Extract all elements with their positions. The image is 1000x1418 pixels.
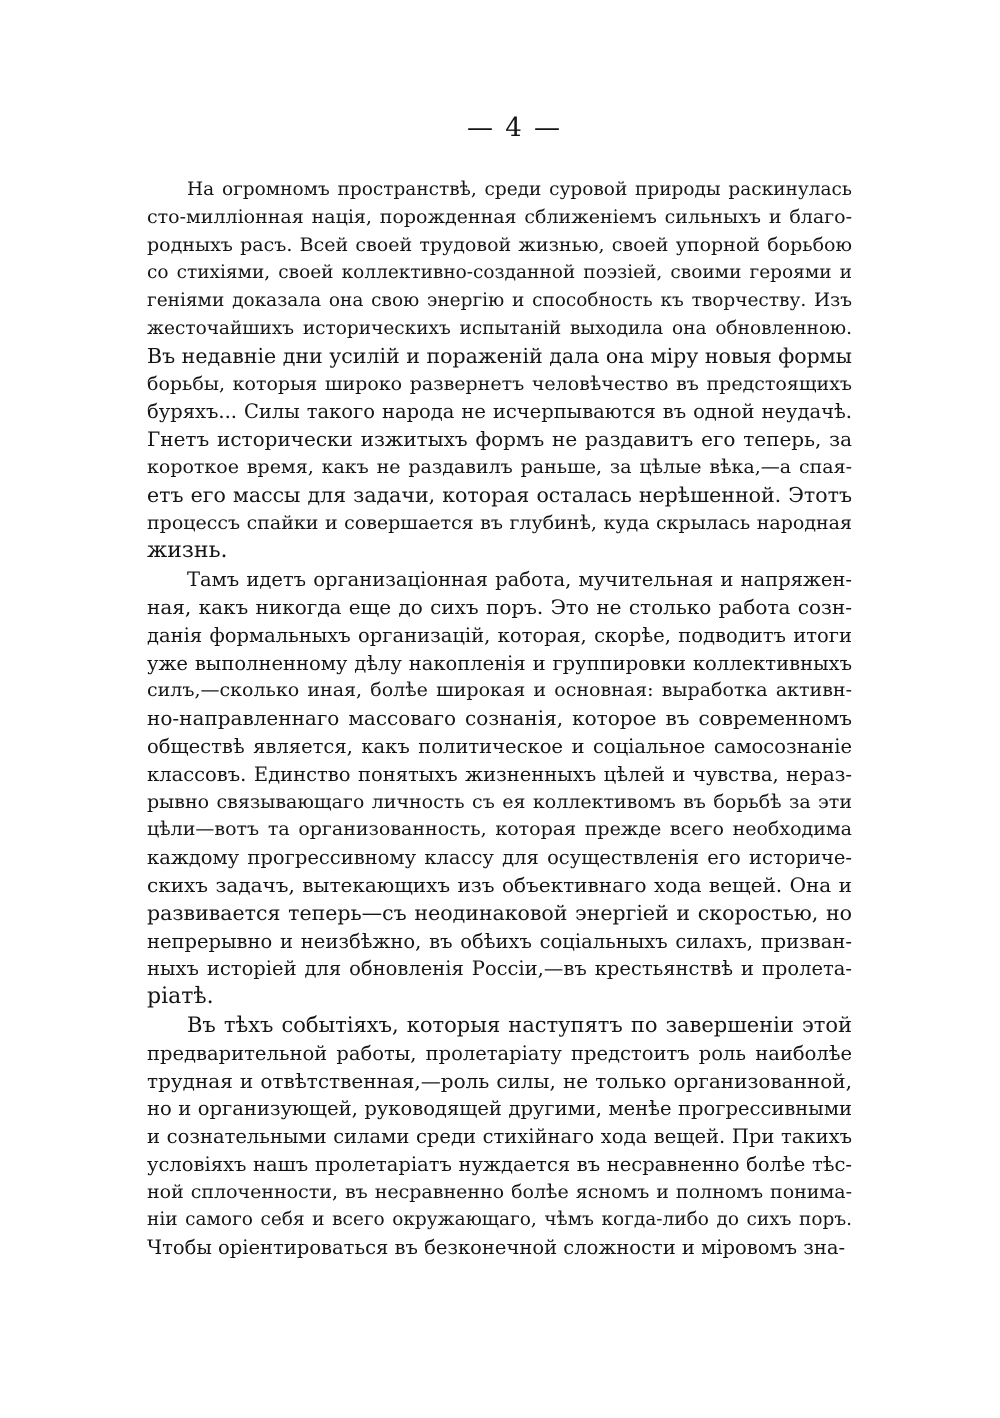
text-line: трудная и отвѣтственная,—роль силы, не только организованной, xyxy=(147,1068,852,1093)
text-line: Тамъ идетъ организаціонная работа, мучительная и напряжен- xyxy=(187,568,852,592)
text-line: со стихіями, своей коллективно-созданной поэзіей, своими героями и xyxy=(147,262,852,284)
text-line: но-направленнаго массоваго сознанія, которое въ современномъ xyxy=(147,706,852,731)
text-line: скихъ задачъ, вытекающихъ изъ объективнаго хода вещей. Она и xyxy=(147,872,852,897)
text-line: развивается теперь—съ неодинаковой энергіей и скоростью, но xyxy=(147,900,852,925)
body-text xyxy=(147,176,852,1262)
text-line: условіяхъ нашъ пролетаріатъ нуждается въ несравненно болѣе тѣс- xyxy=(147,1152,852,1176)
text-line: етъ его массы для задачи, которая осталась нерѣшенной. Этотъ xyxy=(147,482,852,507)
text-line: буряхъ... Силы такого народа не исчерпываются въ одной неудачѣ. xyxy=(147,400,852,424)
page-number: — 4 — xyxy=(466,113,563,143)
text-line: ная, какъ никогда еще до сихъ поръ. Это не столько работа созн- xyxy=(147,594,852,619)
text-line: каждому прогрессивному классу для осуществленія его историче- xyxy=(147,846,852,870)
text-line: геніями доказала она свою энергію и способность къ творчеству. Изъ xyxy=(147,290,852,312)
text-line: родныхъ расъ. Всей своей трудовой жизнью, своей упорной борьбою xyxy=(147,233,852,256)
text-line: ріатѣ. xyxy=(147,984,214,1010)
text-line: короткое время, какъ не раздавилъ раньше, за цѣлые вѣка,—а спая- xyxy=(147,455,852,478)
text-line: но и организующей, руководящей другими, менѣе прогрессивными xyxy=(147,1097,852,1121)
text-line: Чтобы оріентироваться въ безконечной сложности и міровомъ зна- xyxy=(147,1236,846,1260)
text-line: классовъ. Единство понятыхъ жизненныхъ цѣлей и чувства, нераз- xyxy=(147,762,852,786)
paragraph xyxy=(147,176,852,565)
text-line: На огромномъ пространствѣ, среди суровой природы раскинулась xyxy=(187,179,852,200)
text-line: сто-милліонная нація, порожденная сближеніемъ сильныхъ и благо- xyxy=(147,205,852,228)
text-line: жизнь. xyxy=(147,538,228,564)
paragraph xyxy=(147,1012,852,1262)
text-line: Въ тѣхъ событіяхъ, которыя наступятъ по завершеніи этой xyxy=(187,1012,852,1037)
text-line: данія формальныхъ организацій, которая, скорѣе, подводитъ итоги xyxy=(147,623,852,647)
text-line: непрерывно и неизбѣжно, въ обѣихъ соціальныхъ силахъ, призван- xyxy=(147,929,852,953)
document-page xyxy=(147,108,852,1263)
text-line: ныхъ исторіей для обновленія Россіи,—въ крестьянствѣ и пролета- xyxy=(147,957,852,981)
text-line: борьбы, которыя широко развернетъ человѣчество въ предстоящихъ xyxy=(147,372,852,395)
text-line: обществѣ является, какъ политическое и соціальное самосознаніе xyxy=(147,734,852,758)
text-line: жесточайшихъ историческихъ испытаній выходила она обновленною. xyxy=(147,317,852,339)
text-line: Въ недавніе дни усилій и пораженій дала она міру новыя формы xyxy=(147,343,852,368)
text-line: ніи самого себя и всего окружающаго, чѣмъ когда-либо до сихъ поръ. xyxy=(147,1209,852,1231)
text-line: Гнетъ исторически изжитыхъ формъ не раздавитъ его теперь, за xyxy=(147,427,852,452)
paragraph xyxy=(147,566,852,1011)
text-line: и сознательными силами среди стихійнаго хода вещей. При такихъ xyxy=(147,1125,852,1149)
text-line: силъ,—сколько иная, болѣе широкая и основная: выработка активн- xyxy=(147,679,852,702)
text-line: предварительной работы, пролетаріату предстоитъ роль наиболѣе xyxy=(147,1041,852,1065)
text-line: цѣли—вотъ та организованность, которая прежде всего необходима xyxy=(147,818,852,841)
text-line: ной сплоченности, въ несравненно болѣе ясномъ и полномъ понима- xyxy=(147,1180,852,1203)
text-line: рывно связывающаго личность съ ея коллективомъ въ борьбѣ за эти xyxy=(147,790,852,813)
text-line: уже выполненному дѣлу накопленія и группировки коллективныхъ xyxy=(147,651,852,675)
text-line: процессъ спайки и совершается въ глубинѣ, куда скрылась народная xyxy=(147,511,852,534)
